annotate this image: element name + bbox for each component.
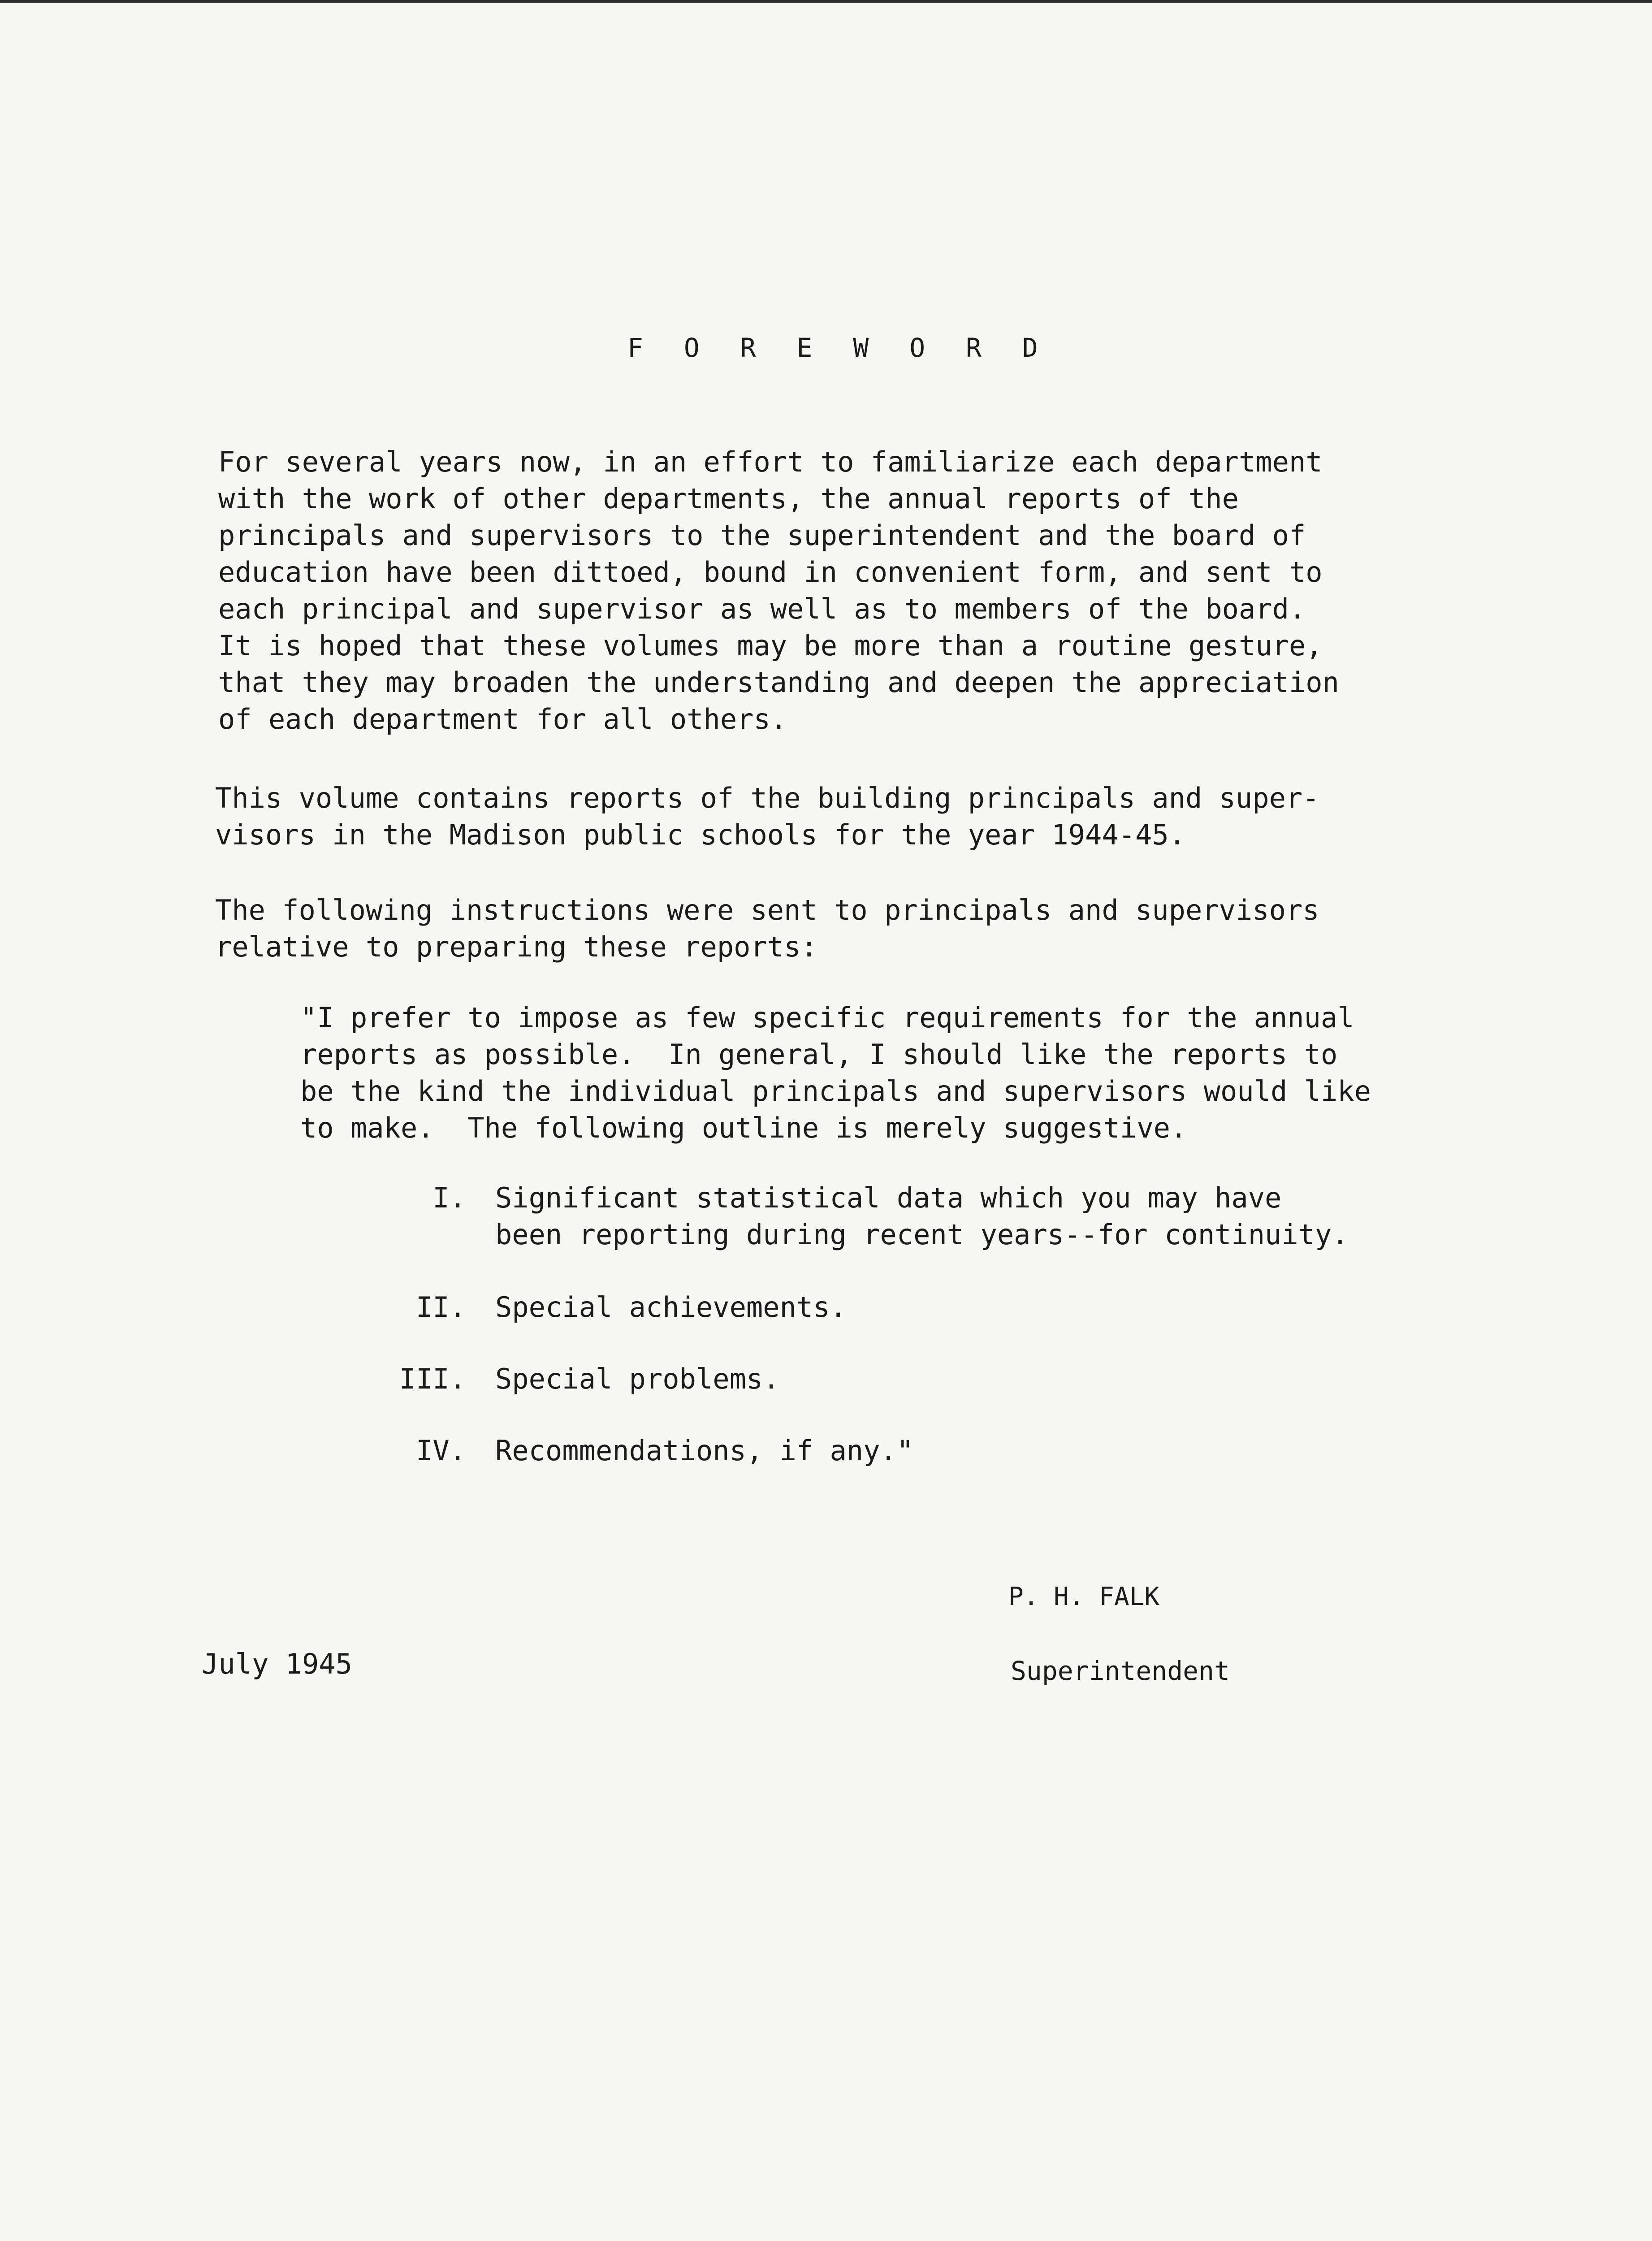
- outline-item: Special problems.: [495, 1363, 780, 1395]
- paragraph-volume-contents: This volume contains reports of the building principals and super- visors in the Madison public schools for the year 1944-45.: [215, 782, 1319, 851]
- document-date: July 1945: [202, 1648, 352, 1680]
- outline-numeral: IV.: [416, 1434, 466, 1467]
- outline-numeral: III.: [399, 1363, 466, 1395]
- page-title: F O R E W O R D: [627, 333, 1051, 363]
- outline-item: Special achievements.: [495, 1291, 847, 1324]
- outline-numeral: II.: [416, 1291, 466, 1324]
- signature-title: Superintendent: [1011, 1656, 1230, 1686]
- instructions-quote: "I prefer to impose as few specific requirements for the annual reports as possible. In general, I should like the reports to be the kind the individual principals and supervisors would like to make. The following outline is merely suggestive.: [300, 1001, 1371, 1144]
- outline-item: Recommendations, if any.": [495, 1434, 914, 1467]
- paragraph-instructions: The following instructions were sent to principals and supervisors relative to preparing these reports:: [215, 894, 1319, 963]
- top-edge-rule: [0, 0, 1652, 3]
- outline-item: Significant statistical data which you may have been reporting during recent years--for continuity.: [495, 1181, 1349, 1251]
- outline-numeral: I.: [432, 1181, 466, 1214]
- paragraph-intro: For several years now, in an effort to familiarize each department with the work of other departments, the annual reports of the principals and supervisors to the superintendent and the board of education have been dittoed, bound in convenient form, and sent to each principal and supervisor as well as to members of the board. It is hoped that these volumes may be more than a routine gesture, that they may broaden the understanding and deepen the appreciation of each department for all others.: [218, 446, 1339, 735]
- signature-name: P. H. FALK: [1008, 1582, 1160, 1611]
